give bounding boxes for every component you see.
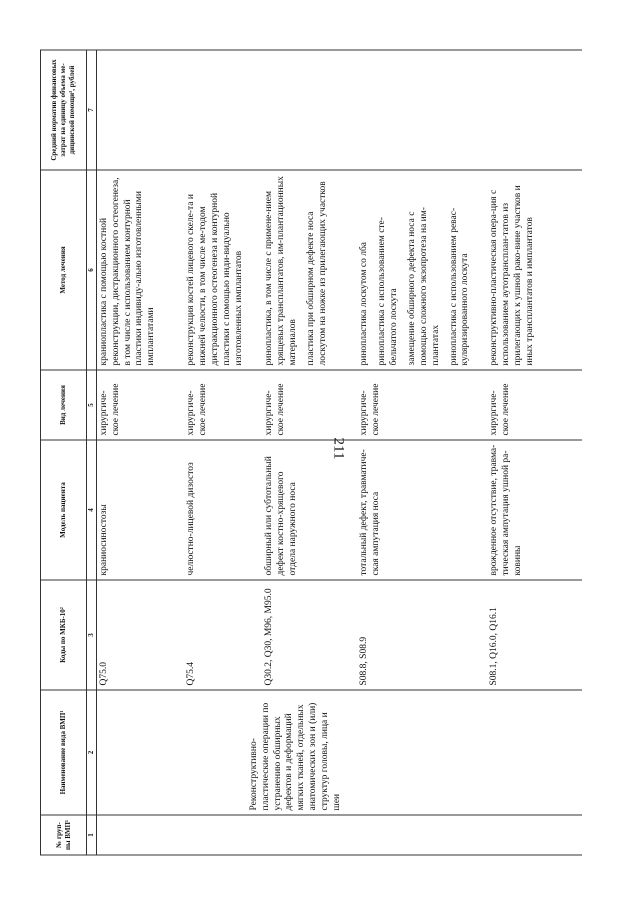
cost-cell bbox=[262, 50, 357, 170]
method-cell bbox=[96, 170, 184, 370]
header-cell: Коды по МКБ-10² bbox=[41, 580, 87, 690]
column-number: 6 bbox=[87, 170, 97, 370]
header-cell: Наименование вида ВМП¹ bbox=[41, 690, 87, 815]
codes-cell: Q75.4 bbox=[184, 580, 262, 690]
type-cell: хирургиче-ское лечение bbox=[357, 370, 487, 440]
method-cell bbox=[184, 170, 262, 370]
type-cell: хирургиче-ское лечение bbox=[184, 370, 262, 440]
method-text: ринопластика с использованием сте-бельчатого лоскута bbox=[377, 216, 399, 365]
column-number: 3 bbox=[87, 580, 97, 690]
vmp-table bbox=[40, 49, 582, 855]
codes-cell: S08.1, Q16.0, Q16.1 bbox=[487, 580, 582, 690]
cost-cell bbox=[487, 50, 582, 170]
group-name: Реконструктивно-пластические операции по устранению обширных дефектов и деформаций мягких тканей, отдельных анатомических зон и (или) структур головы, лица и шеи bbox=[248, 702, 342, 810]
cost-cell bbox=[184, 50, 262, 170]
model-cell: тотальный дефект, травматиче-ская ампутация носа bbox=[357, 440, 487, 580]
header-cell: Метод лечения bbox=[41, 170, 87, 370]
codes-cell: S08.8, S08.9 bbox=[357, 580, 487, 690]
column-number: 5 bbox=[87, 370, 97, 440]
method-text: краниопластика с помощью костной реконструкции, дистракционного остеогенеза, в том числе с использованием контурной пластики индивиду-ально изготовленными имплантатами bbox=[98, 176, 157, 365]
method-cell bbox=[357, 170, 487, 370]
header-cell: Вид лечения bbox=[41, 370, 87, 440]
method-text: пластика при обширном дефекте носа лоскутом на ножке из прилегающих участков bbox=[305, 180, 328, 365]
group-number-cell bbox=[96, 815, 184, 855]
type-cell: хирургиче-ское лечение bbox=[96, 370, 184, 440]
header-cell: № груп- пы ВМП¹ bbox=[41, 815, 87, 855]
method-text: реконструкция костей лицевого скеле-та и нижней челюсти, в том числе ме-тодом дистракционного остеогенеза и контурной пластики с помощью инди-видуально изготовленных имплантатов bbox=[186, 192, 244, 365]
method-text: ринопластика, в том числе с примене-нием хрящевых трансплантатов, им-плантационных материалов bbox=[264, 175, 298, 365]
type-cell: хирургиче-ское лечение bbox=[262, 370, 357, 440]
codes-cell: Q75.0 bbox=[96, 580, 184, 690]
cost-cell bbox=[357, 50, 487, 170]
codes-cell: Q30.2, Q30, M96, M95.0 bbox=[262, 580, 357, 690]
method-cell bbox=[487, 170, 582, 370]
method-text: ринопластика с использованием реваc-куляризированного лоскута bbox=[448, 207, 471, 365]
model-cell: краниосиностозы bbox=[96, 440, 184, 580]
rotated-page bbox=[40, 50, 600, 855]
column-number-row bbox=[87, 50, 97, 855]
group-number-cell bbox=[184, 815, 262, 855]
model-cell: врожденное отсутствие, травма-тическая ампутация ушной ра-ковины bbox=[487, 440, 582, 580]
type-cell: хирургиче-ское лечение bbox=[487, 370, 582, 440]
group-number-cell bbox=[357, 815, 487, 855]
group-number-cell bbox=[487, 815, 582, 855]
model-cell: обширный или субтотальный дефект костно-хрящевого отдела наружного носа bbox=[262, 440, 357, 580]
method-text: ринопластика лоскутом со лба bbox=[359, 241, 370, 365]
column-number: 1 bbox=[87, 815, 97, 855]
group-number-cell bbox=[262, 815, 357, 855]
table-row bbox=[96, 50, 184, 855]
column-number: 7 bbox=[87, 50, 97, 170]
column-number: 4 bbox=[87, 440, 97, 580]
group-name-cell bbox=[96, 690, 582, 815]
header-cell: Модель пациента bbox=[41, 440, 87, 580]
model-cell: челюстно-лицевой дизостоз bbox=[184, 440, 262, 580]
method-text: реконструктивно-пластическая опера-ция с использованием аутотрансплан-татов из прилегающих к ушной рако-вине участков и иных трансплантатов и имплантатов bbox=[489, 184, 535, 365]
method-text: замещение обширного дефекта носа с помощью сложного экзопротеза на им-плантатах bbox=[406, 206, 441, 365]
page-number: 211 bbox=[330, 437, 347, 460]
cost-cell bbox=[96, 50, 184, 170]
method-cell bbox=[262, 170, 357, 370]
header-row bbox=[41, 50, 87, 855]
column-number: 2 bbox=[87, 690, 97, 815]
header-cell: Средний норматив финансовых затрат на единицу объема ме- дицинской помощи³, рублей bbox=[41, 50, 87, 170]
